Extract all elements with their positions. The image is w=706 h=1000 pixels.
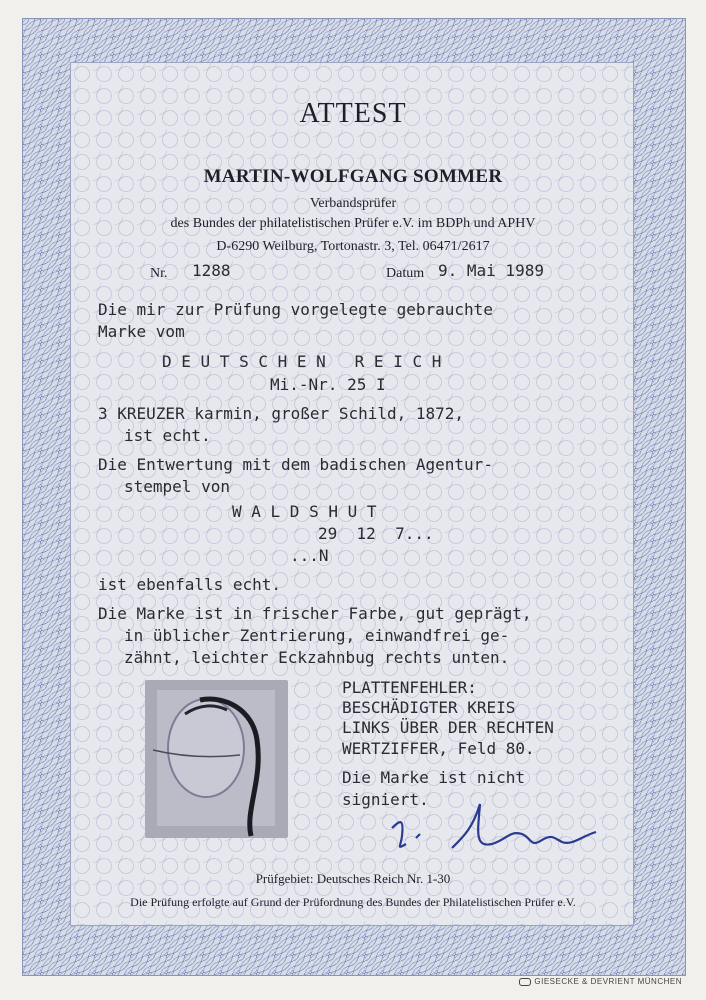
printer-imprint: GIESECKE & DEVRIENT MÜNCHEN <box>519 977 682 986</box>
intro-line-1: Die mir zur Prüfung vorgelegte gebrauchte <box>98 300 493 319</box>
signed-note-line-1: Die Marke ist nicht <box>342 768 526 787</box>
description-line-1: 3 KREUZER karmin, großer Schild, 1872, <box>98 404 465 423</box>
cancel-town: W A L D S H U T <box>232 502 377 521</box>
cancel-postmark-marks <box>145 680 288 838</box>
signed-note-line-2: signiert. <box>342 790 429 809</box>
examiner-role: Verbandsprüfer <box>309 196 397 211</box>
certificate-date: 9. Mai 1989 <box>438 261 544 280</box>
certificate-title: ATTEST <box>299 98 407 129</box>
country-line: D E U T S C H E N R E I C H <box>162 352 442 371</box>
condition-line-1: Die Marke ist in frischer Farbe, gut geprägt, <box>98 604 532 623</box>
examiner-association: des Bundes der philatelistischen Prüfer e.V. im BDPh und APHV <box>170 216 536 231</box>
footer-scope: Prüfgebiet: Deutsches Reich Nr. 1-30 <box>255 871 451 886</box>
cancel-date: 29 12 7... <box>318 524 434 543</box>
examiner-name: MARTIN-WOLFGANG SOMMER <box>203 166 503 187</box>
cancel-genuine: ist ebenfalls echt. <box>98 575 282 594</box>
handwritten-signature <box>382 790 612 870</box>
condition-line-2: in üblicher Zentrierung, einwandfrei ge- <box>124 626 510 645</box>
description-line-2: ist echt. <box>124 426 211 445</box>
date-label: Datum <box>386 266 425 281</box>
condition-line-3: zähnt, leichter Eckzahnbug rechts unten. <box>124 648 510 667</box>
cancel-suffix: ...N <box>290 546 329 565</box>
catalog-line: Mi.-Nr. 25 I <box>270 375 386 394</box>
plate-flaw-line-3: WERTZIFFER, Feld 80. <box>342 739 535 758</box>
cancel-line-2: stempel von <box>124 477 230 496</box>
plate-flaw-heading: PLATTENFEHLER: <box>342 678 477 697</box>
examiner-address: D-6290 Weilburg, Tortonastr. 3, Tel. 06471/2617 <box>216 239 490 254</box>
cancel-line-1: Die Entwertung mit dem badischen Agentur- <box>98 455 493 474</box>
giesecke-devrient-logo-icon <box>519 978 531 986</box>
intro-line-2: Marke vom <box>98 322 185 341</box>
number-label: Nr. <box>150 266 168 281</box>
certificate-number: 1288 <box>192 261 231 280</box>
plate-flaw-line-1: BESCHÄDIGTER KREIS <box>342 698 516 717</box>
plate-flaw-line-2: LINKS ÜBER DER RECHTEN <box>342 718 554 737</box>
footer-basis: Die Prüfung erfolgte auf Grund der Prüfordnung des Bundes der Philatelistischen Prüfer e.V. <box>130 895 576 909</box>
